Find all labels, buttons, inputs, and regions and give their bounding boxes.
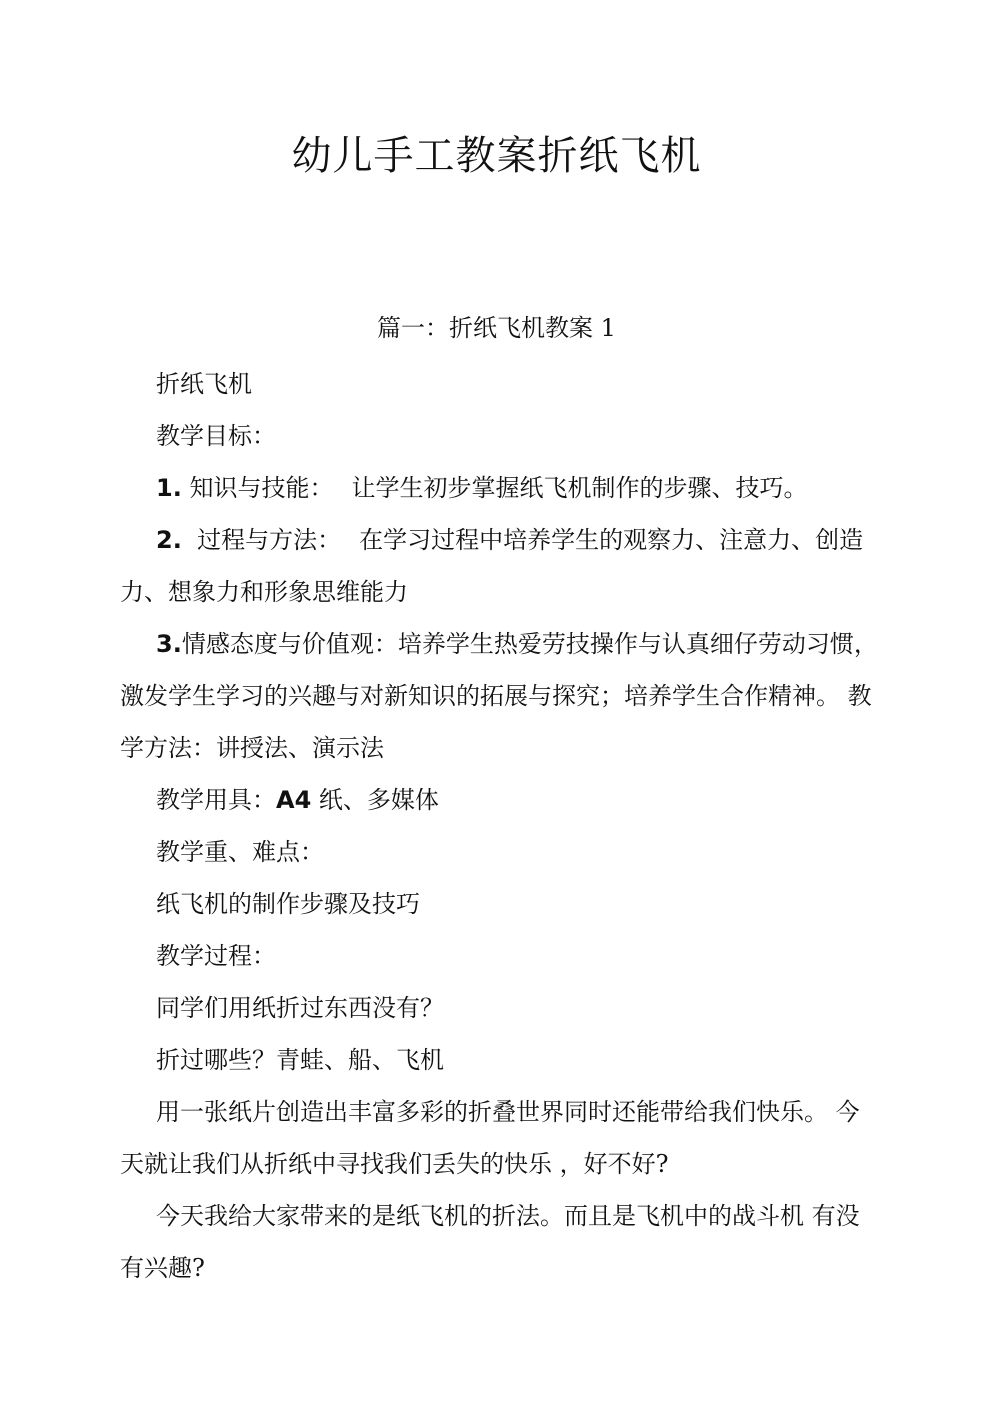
objective-1-number: 1.	[156, 474, 182, 502]
paragraph-key-points: 纸飞机的制作步骤及技巧	[156, 890, 420, 918]
paragraph-intro: 用一张纸片创造出丰富多彩的折叠世界同时还能带给我们快乐。 今天就让我们从折纸中寻找我们丢失的快乐 ，好不好?	[120, 1098, 860, 1178]
tools-paper-size: A4	[276, 786, 312, 814]
paragraph-fighter: 今天我给大家带来的是纸飞机的折法。而且是飞机中的战斗机 有没有兴趣?	[120, 1202, 860, 1282]
objective-2-text: 在学习过程中培养学生的观察力、注意力、创造力、想象力和形象思维能力	[120, 526, 864, 606]
objective-2-label: 过程与方法：	[197, 526, 342, 554]
paragraph-objectives-heading: 教学目标：	[156, 422, 276, 450]
paragraph-question-1: 同学们用纸折过东西没有？	[156, 994, 444, 1022]
paragraph-process-heading: 教学过程：	[156, 942, 276, 970]
objective-2-number: 2.	[156, 526, 182, 554]
paragraph-key-points-heading: 教学重、难点：	[156, 838, 324, 866]
section-title: 篇一：折纸飞机教案 1	[377, 314, 616, 342]
paragraph-objective-3	[120, 618, 880, 774]
paragraph-tools	[120, 774, 880, 826]
objective-3-number: 3.	[156, 630, 182, 658]
paragraph-question-2: 折过哪些？青蛙、船、飞机	[156, 1046, 444, 1074]
objective-1-text: 让学生初步掌握纸飞机制作的步骤、技巧。	[351, 474, 808, 502]
paragraph-objective-1	[120, 462, 880, 514]
paragraph-objective-2	[120, 514, 880, 618]
paragraph-topic: 折纸飞机	[156, 370, 252, 398]
tools-text: 纸、多媒体	[311, 786, 439, 814]
objective-1-label: 知识与技能：	[189, 474, 334, 502]
tools-label: 教学用具：	[156, 786, 276, 814]
objective-3-text: 情感态度与价值观：培养学生热爱劳技操作与认真细仔劳动习惯，激发学生学习的兴趣与对新知识的拓展与探究；培养学生合作精神。 教学方法：讲授法、演示法	[120, 630, 878, 762]
document-title: 幼儿手工教案折纸飞机	[291, 133, 702, 179]
document-body	[120, 358, 880, 1294]
